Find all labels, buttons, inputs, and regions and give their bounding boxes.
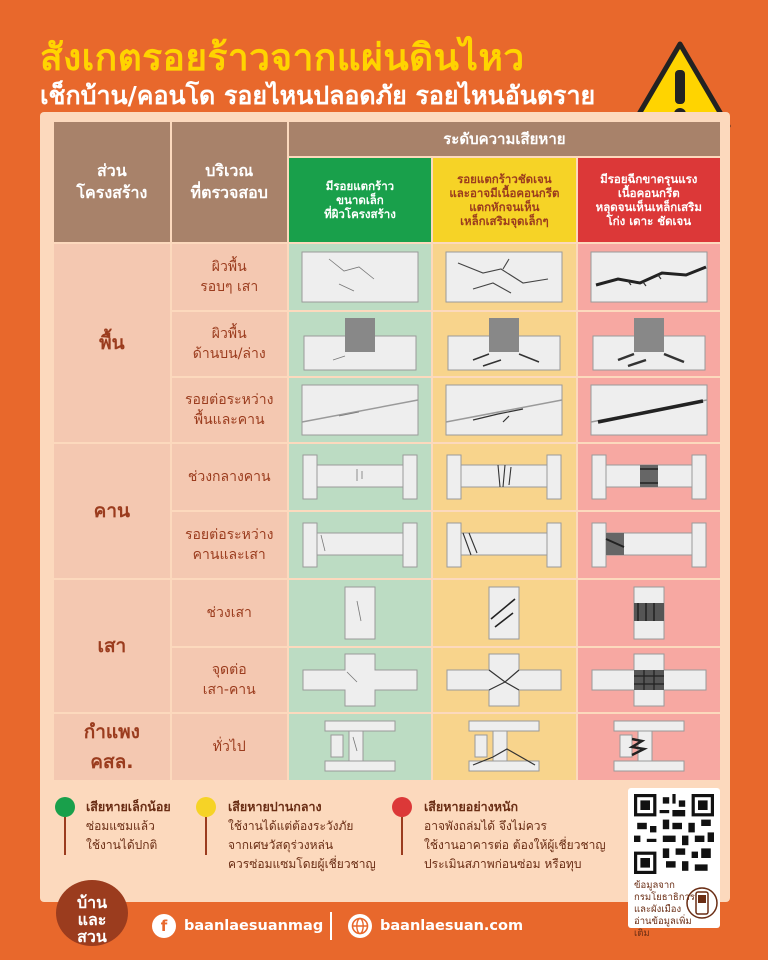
level-moderate-header: รอยแตกร้าวชัดเจน และอาจมีเนื้อคอนกรีต แตกหักจนเห็น เหล็กเสริมจุดเล็กๆ — [433, 158, 575, 242]
crack-illustration-minor — [289, 580, 431, 646]
crack-illustration-moderate — [433, 378, 575, 442]
inspection-area-label: รอยต่อระหว่าง คานและเสา — [172, 512, 287, 578]
crack-illustration-moderate — [433, 580, 575, 646]
legend-title-severe: เสียหายอย่างหนัก — [424, 799, 519, 814]
table-row — [54, 444, 720, 510]
crack-illustration-severe — [578, 312, 720, 376]
table-row — [54, 580, 720, 646]
legend-dot-red — [392, 797, 412, 817]
qr-code[interactable] — [634, 794, 714, 874]
crack-illustration-minor — [289, 512, 431, 578]
inspection-area-label: ผิวพื้น ด้านบน/ล่าง — [172, 312, 287, 376]
table-row — [54, 244, 720, 310]
facebook-link[interactable]: baanlaesuanmag — [184, 918, 324, 934]
structure-part-label: พื้น — [54, 244, 170, 442]
page-title: สังเกตรอยร้าวจากแผ่นดินไหว — [40, 36, 525, 79]
inspection-area-label: ผิวพื้น รอบๆ เสา — [172, 244, 287, 310]
page-subtitle: เช็กบ้าน/คอนโด รอยไหนปลอดภัย รอยไหนอันตราย — [40, 81, 596, 110]
legend-desc-severe: อาจพังถล่มได้ จึงไม่ควร ใช้งานอาคารต่อ ต้องให้ผู้เชี่ยวชาญ ประเมินสภาพก่อนซ่อม หรือทุบ — [424, 819, 606, 871]
legend-title-minor: เสียหายเล็กน้อย — [86, 799, 171, 814]
crack-illustration-severe — [578, 244, 720, 310]
crack-illustration-severe — [578, 648, 720, 712]
website-link[interactable]: baanlaesuan.com — [380, 918, 524, 934]
crack-illustration-severe — [578, 378, 720, 442]
legend-dot-yellow — [196, 797, 216, 817]
inspection-area-label: ช่วงกลางคาน — [172, 444, 287, 510]
damage-table — [52, 120, 722, 782]
col-header-structure: ส่วน โครงสร้าง — [54, 122, 170, 242]
qr-note: ข้อมูลจาก กรมโยธาธิการ และผังเมือง อ่านข้อมูลเพิ่มเติม — [634, 880, 695, 939]
col-header-damage: ระดับความเสียหาย — [289, 122, 720, 156]
legend-desc-moderate: ใช้งานได้แต่ต้องระวังภัย จากเศษวัสดุร่วงหล่น ควรซ่อมแซมโดยผู้เชี่ยวชาญ — [228, 819, 376, 871]
crack-illustration-minor — [289, 714, 431, 780]
legend-title-moderate: เสียหายปานกลาง — [228, 799, 322, 814]
inspection-area-label: ทั่วไป — [172, 714, 287, 780]
inspection-area-label: รอยต่อระหว่าง พื้นและคาน — [172, 378, 287, 442]
inspection-area-label: ช่วงเสา — [172, 580, 287, 646]
brand-logo: บ้าน และ สวน — [56, 880, 128, 946]
legend-dot-green — [55, 797, 75, 817]
crack-illustration-minor — [289, 312, 431, 376]
crack-illustration-moderate — [433, 444, 575, 510]
crack-illustration-moderate — [433, 312, 575, 376]
table-row — [54, 714, 720, 780]
col-header-area: บริเวณ ที่ตรวจสอบ — [172, 122, 287, 242]
crack-illustration-minor — [289, 444, 431, 510]
level-minor-header: มีรอยแตกร้าว ขนาดเล็ก ที่ผิวโครงสร้าง — [289, 158, 431, 242]
crack-illustration-severe — [578, 580, 720, 646]
crack-illustration-moderate — [433, 714, 575, 780]
facebook-icon[interactable]: f — [152, 914, 176, 938]
crack-illustration-moderate — [433, 244, 575, 310]
crack-illustration-moderate — [433, 512, 575, 578]
structure-part-label: คาน — [54, 444, 170, 578]
crack-illustration-moderate — [433, 648, 575, 712]
crack-illustration-severe — [578, 444, 720, 510]
crack-illustration-severe — [578, 512, 720, 578]
footer-divider — [330, 912, 332, 940]
inspection-area-label: จุดต่อ เสา-คาน — [172, 648, 287, 712]
level-severe-header: มีรอยฉีกขาดรุนแรง เนื้อคอนกรีต หลุดจนเห็นเหล็กเสริม โก่ง เดาะ ชัดเจน — [578, 158, 720, 242]
structure-part-label: กำแพง คสล. — [54, 714, 170, 780]
crack-illustration-minor — [289, 648, 431, 712]
crack-illustration-severe — [578, 714, 720, 780]
structure-part-label: เสา — [54, 580, 170, 712]
legend-desc-minor: ซ่อมแซมแล้ว ใช้งานได้ปกติ — [86, 819, 158, 852]
crack-illustration-minor — [289, 378, 431, 442]
crack-illustration-minor — [289, 244, 431, 310]
globe-icon[interactable] — [348, 914, 372, 938]
